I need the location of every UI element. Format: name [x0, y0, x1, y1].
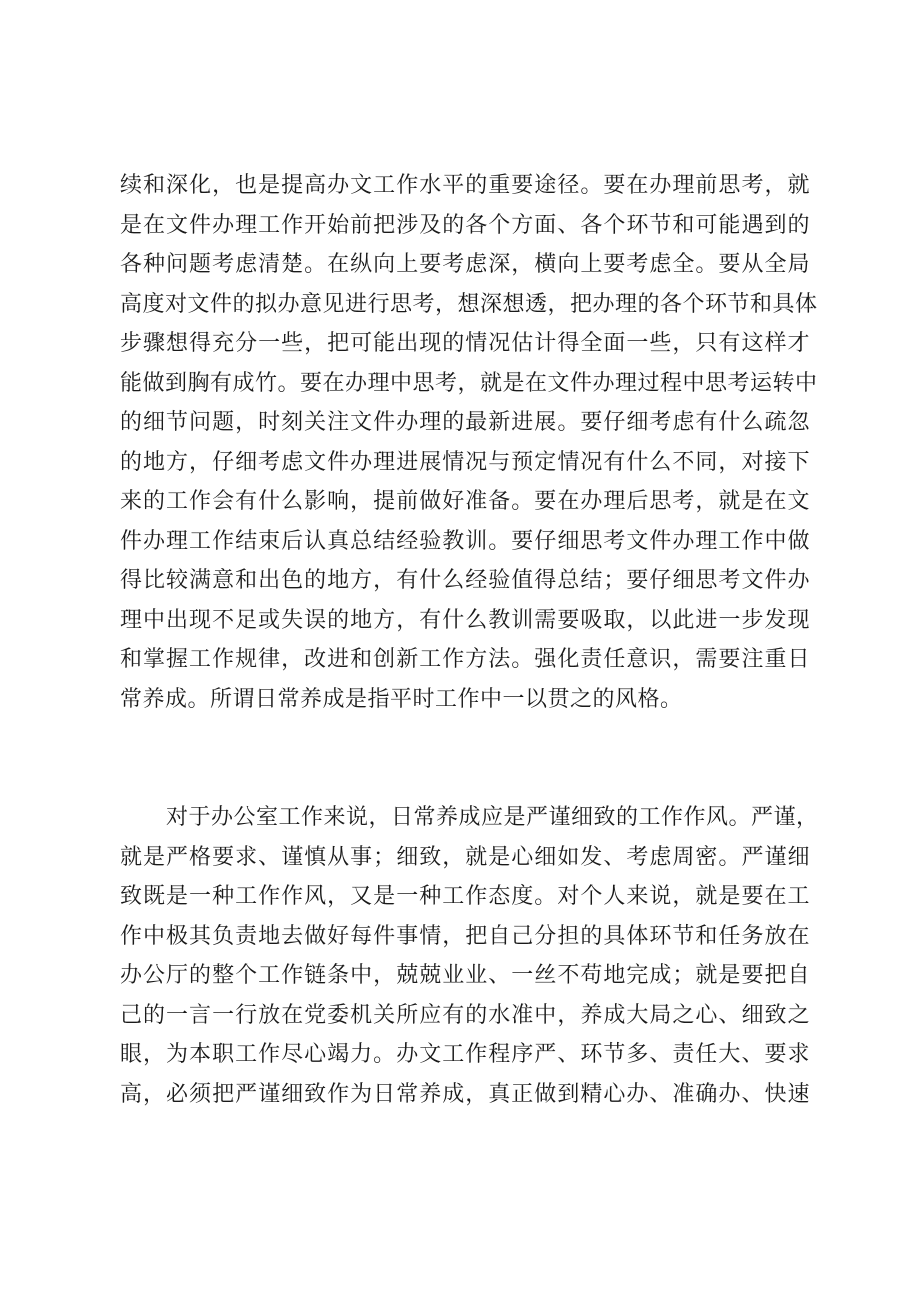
paragraph-1-line: 续和深化，也是提高办文工作水平的重要途径。要在办理前思考，就 — [120, 173, 810, 198]
paragraph-1-line: 和掌握工作规律，改进和创新工作方法。强化责任意识，需要注重日 — [120, 647, 810, 672]
paragraph-2-line: 致既是一种工作作风，又是一种工作态度。对个人来说，就是要在工 — [120, 884, 810, 909]
paragraph-1-line: 理中出现不足或失误的地方，有什么教训需要吸取，以此进一步发现 — [120, 607, 810, 633]
paragraph-1-line: 是在文件办理工作开始前把涉及的各个方面、各个环节和可能遇到的 — [120, 212, 810, 238]
paragraph-2-line: 作中极其负责地去做好每件事情，把自己分担的具体环节和任务放在 — [120, 923, 810, 949]
paragraph-1-line: 常养成。所谓日常养成是指平时工作中一以贯之的风格。 — [120, 686, 683, 712]
paragraph-1-line: 件办理工作结束后认真总结经验教训。要仔细思考文件办理工作中做 — [120, 528, 810, 554]
paragraph-1-line: 高度对文件的拟办意见进行思考，想深想透，把办理的各个环节和具体 — [120, 291, 818, 317]
paragraph-1-line: 得比较满意和出色的地方，有什么经验值得总结；要仔细思考文件办 — [120, 568, 810, 593]
paragraph-2-line: 办公厅的整个工作链条中，兢兢业业、一丝不苟地完成；就是要把自 — [120, 963, 810, 988]
paragraph-1-line: 各种问题考虑清楚。在纵向上要考虑深，横向上要考虑全。要从全局 — [120, 252, 810, 277]
paragraph-1-line: 的细节问题，时刻关注文件办理的最新进展。要仔细考虑有什么疏忽 — [120, 410, 810, 435]
paragraph-2-line: 高，必须把严谨细致作为日常养成，真正做到精心办、准确办、快速 — [120, 1081, 810, 1107]
paragraph-2 — [120, 798, 819, 1114]
paragraph-2-line: 己的一言一行放在党委机关所应有的水准中，养成大局之心、细致之 — [120, 1002, 810, 1028]
paragraph-2-line: 就是严格要求、谨慎从事；细致，就是心细如发、考虑周密。严谨细 — [120, 844, 810, 870]
paragraph-1-line: 步骤想得充分一些，把可能出现的情况估计得全面一些，只有这样才 — [120, 331, 810, 356]
paragraph-2-line: 眼，为本职工作尽心竭力。办文工作程序严、环节多、责任大、要求 — [120, 1042, 810, 1067]
paragraph-1-line: 的地方，仔细考虑文件办理进展情况与预定情况有什么不同，对接下 — [120, 449, 810, 475]
paragraph-1 — [120, 166, 818, 719]
paragraph-1-line: 能做到胸有成竹。要在办理中思考，就是在文件办理过程中思考运转中 — [120, 370, 818, 396]
paragraph-1-line: 来的工作会有什么影响，提前做好准备。要在办理后思考，就是在文 — [120, 489, 810, 514]
paragraph-2-line: 对于办公室工作来说，日常养成应是严谨细致的工作作风。严谨， — [166, 805, 819, 830]
